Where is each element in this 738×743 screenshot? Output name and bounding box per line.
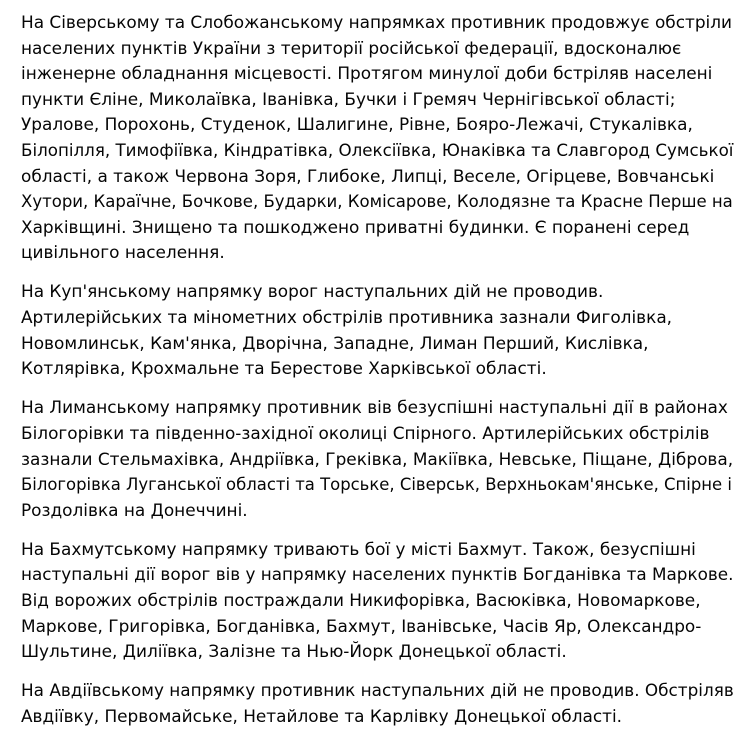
text-line: наступальні дії ворог вів у напрямку населених пунктів Богданівка та Маркове. <box>21 564 734 585</box>
text-line: Харківщині. Знищено та пошкоджено приватні будинки. Є поранені серед <box>21 216 690 237</box>
paragraph-bakhmut <box>21 537 733 665</box>
text-line: Котлярівка, Крохмальне та Берестове Харківської області. <box>21 358 547 379</box>
text-line: Маркове, Григорівка, Богданівка, Бахмут, Іванівське, Часів Яр, Олександро- <box>21 615 702 636</box>
text-line: На Лиманському напрямку противник вів безуспішні наступальні дії в районах <box>21 397 728 418</box>
text-line: Авдіївку, Первомайське, Нетайлове та Карлівку Донецької області. <box>21 705 623 726</box>
text-line: На Авдіївському напрямку противник наступальних дій не проводив. Обстріляв <box>21 680 734 701</box>
text-line: Уралове, Порохонь, Студенок, Шалигине, Рівне, Бояро-Лежачі, Стукалівка, <box>21 114 693 135</box>
text-line: Шультине, Диліївка, Залізне та Нью-Йорк Донецької області. <box>21 641 567 662</box>
text-line: населених пунктів України з території російської федерації, вдосконалює <box>21 37 682 58</box>
text-line: На Сіверському та Слобожанському напрямках противник продовжує обстріли <box>21 12 733 32</box>
text-line: На Куп'янському напрямку ворог наступальних дій не проводив. <box>21 281 604 302</box>
text-line: Білогорівки та південно-західної околиці Спірного. Артилерійських обстрілів <box>21 422 710 443</box>
text-line: Роздолівка на Донеччині. <box>21 499 248 520</box>
text-line: Білогорівка Луганської області та Торське, Сіверськ, Верхньокам'янське, Спірне і <box>21 475 732 495</box>
post-body <box>21 10 733 743</box>
text-line: Від ворожих обстрілів постраждали Никифорівка, Васюківка, Новомаркове, <box>21 589 701 610</box>
text-line: На Бахмутському напрямку тривають бої у місті Бахмут. Також, безуспішні <box>21 538 696 559</box>
text-line: цивільного населення. <box>21 242 225 263</box>
paragraph-siversk-slobozhansk <box>21 10 733 266</box>
text-line: зазнали Стельмахівка, Андріївка, Греківка, Макіївка, Невське, Піщане, Діброва, <box>21 448 734 469</box>
text-line: Артилерійських та мінометних обстрілів противника зазнали Фиголівка, <box>21 307 673 328</box>
text-line: області, а також Червона Зоря, Глибоке, Липці, Веселе, Огірцеве, Вовчанські <box>21 165 715 186</box>
text-line: Новомлинськ, Кам'янка, Дворічна, Западне, Лиман Перший, Кислівка, <box>21 332 649 353</box>
paragraph-lyman <box>21 395 733 523</box>
paragraph-kupiansk <box>21 279 733 381</box>
text-line: Білопілля, Тимофіївка, Кіндратівка, Олексіївка, Юнаківка та Славгород Сумської <box>21 140 734 160</box>
text-line: інженерне обладнання місцевості. Протягом минулої доби бстріляв населені <box>21 63 713 84</box>
text-line: Хутори, Караїчне, Бочкове, Бударки, Комісарове, Колодязне та Красне Перше на <box>21 192 733 212</box>
paragraph-avdiivka <box>21 678 733 729</box>
text-line: пункти Єліне, Миколаївка, Іванівка, Бучки і Гремяч Чернігівської області; <box>21 88 676 109</box>
